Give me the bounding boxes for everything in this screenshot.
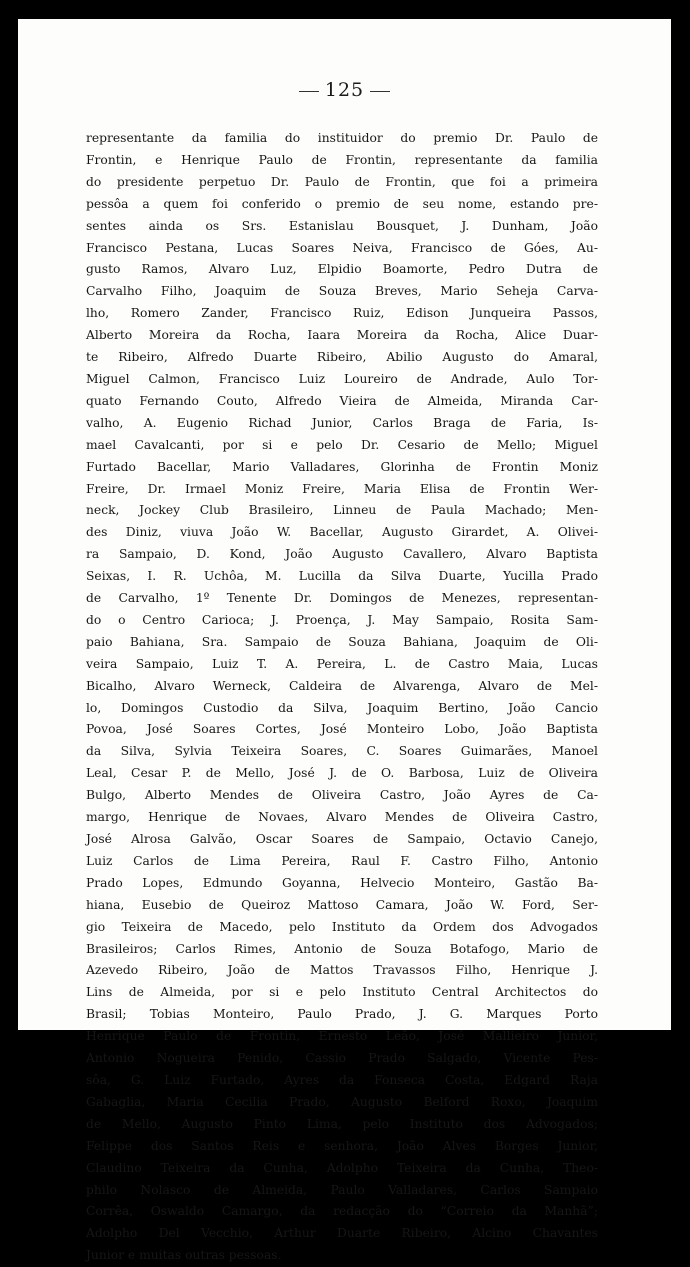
text-line: Junior e muitas outras pessoas. [86, 1248, 282, 1263]
text-line: Alberto Moreira da Rocha, Iaara Moreira da Rocha, Alice Duar- [86, 328, 598, 343]
text-line: Bicalho, Alvaro Werneck, Caldeira de Alvarenga, Alvaro de Mel- [86, 678, 598, 693]
text-line: lho, Romero Zander, Francisco Ruiz, Edison Junqueira Passos, [86, 306, 598, 321]
text-line: veira Sampaio, Luiz T. A. Pereira, L. de Castro Maia, Lucas [86, 656, 598, 671]
text-line: Brasil; Tobias Monteiro, Paulo Prado, J. G. Marques Porto [86, 1007, 598, 1022]
text-line: pessôa a quem foi conferido o premio de seu nome, estando pre- [86, 196, 598, 211]
book-page [18, 19, 671, 1263]
text-line: mael Cavalcanti, por si e pelo Dr. Cesario de Mello; Miguel [86, 437, 598, 452]
text-line: Bulgo, Alberto Mendes de Oliveira Castro, João Ayres de Ca- [86, 788, 598, 803]
text-line: paio Bahiana, Sra. Sampaio de Souza Bahiana, Joaquim de Oli- [86, 634, 598, 649]
text-line: de Mello, Augusto Pinto Lima, pelo Instituto dos Advogados; [86, 1116, 598, 1131]
text-line: Gabaglia, Maria Cecilia Prado, Augusto Belford Roxo, Joaquim [86, 1094, 598, 1109]
page-number-header [18, 79, 671, 101]
text-line: Povoa, José Soares Cortes, José Monteiro Lobo, João Baptista [86, 722, 598, 737]
text-line: quato Fernando Couto, Alfredo Vieira de Almeida, Miranda Car- [86, 393, 598, 408]
text-line: sôa, G. Luiz Furtado, Ayres da Fonseca Costa, Edgard Raja [86, 1072, 598, 1087]
text-line: Prado Lopes, Edmundo Goyanna, Helvecio Monteiro, Gastão Ba- [86, 875, 598, 890]
text-line: Miguel Calmon, Francisco Luiz Loureiro de Andrade, Aulo Tor- [86, 371, 598, 386]
text-line: Corrêa, Oswaldo Camargo, da redacção do “Correio da Manhã”; [86, 1204, 598, 1219]
text-line: Lins de Almeida, por si e pelo Instituto Central Architectos do [86, 985, 598, 1000]
text-line: sentes ainda os Srs. Estanislau Bousquet, J. Dunham, João [86, 218, 598, 233]
text-line: Claudino Teixeira da Cunha, Adolpho Teixeira da Cunha, Theo- [86, 1160, 598, 1175]
text-line: Seixas, I. R. Uchôa, M. Lucilla da Silva Duarte, Yucilla Prado [86, 569, 598, 584]
text-line: valho, A. Eugenio Richad Junior, Carlos Braga de Faria, Is- [86, 415, 598, 430]
text-line: Felippe dos Santos Reis e senhora, João Alves Borges Junior, [86, 1138, 598, 1153]
text-line: Frontin, e Henrique Paulo de Frontin, representante da familia [86, 152, 598, 167]
text-line: Adolpho Del Vecchio, Arthur Duarte Ribeiro, Alcino Chavantes [86, 1226, 598, 1241]
text-line: de Carvalho, 1º Tenente Dr. Domingos de Menezes, representan- [86, 591, 598, 606]
text-line: lo, Domingos Custodio da Silva, Joaquim Bertino, João Cancio [86, 700, 598, 715]
header-dash-right [370, 91, 390, 92]
text-line: Carvalho Filho, Joaquim de Souza Breves, Mario Seheja Carva- [86, 284, 598, 299]
text-line: representante da familia do instituidor do premio Dr. Paulo de [86, 131, 598, 145]
text-line: Luiz Carlos de Lima Pereira, Raul F. Castro Filho, Antonio [86, 853, 598, 868]
text-line: Azevedo Ribeiro, João de Mattos Travassos Filho, Henrique J. [86, 963, 598, 978]
text-line: José Alrosa Galvão, Oscar Soares de Sampaio, Octavio Canejo, [86, 832, 598, 846]
text-line: philo Nolasco de Almeida, Paulo Valladares, Carlos Sampaio [86, 1182, 598, 1197]
page-number: 125 [324, 79, 365, 101]
body-paragraph [86, 128, 598, 1267]
text-line: margo, Henrique de Novaes, Alvaro Mendes de Oliveira Castro, [86, 810, 598, 825]
text-line: te Ribeiro, Alfredo Duarte Ribeiro, Abilio Augusto do Amaral, [86, 350, 598, 365]
text-line: neck, Jockey Club Brasileiro, Linneu de Paula Machado; Men- [86, 503, 598, 518]
text-line: da Silva, Sylvia Teixeira Soares, C. Soares Guimarães, Manoel [86, 744, 598, 759]
text-line: do presidente perpetuo Dr. Paulo de Frontin, que foi a primeira [86, 174, 598, 189]
text-line: gusto Ramos, Alvaro Luz, Elpidio Boamorte, Pedro Dutra de [86, 262, 598, 277]
header-dash-left [299, 91, 319, 92]
text-line: hiana, Eusebio de Queiroz Mattoso Camara, João W. Ford, Ser- [86, 897, 598, 912]
text-line: Freire, Dr. Irmael Moniz Freire, Maria Elisa de Frontin Wer- [86, 481, 598, 496]
text-line: ra Sampaio, D. Kond, João Augusto Cavallero, Alvaro Baptista [86, 547, 598, 562]
text-line: des Diniz, viuva João W. Bacellar, Augusto Girardet, A. Olivei- [86, 525, 598, 540]
text-line: Furtado Bacellar, Mario Valladares, Glorinha de Frontin Moniz [86, 459, 598, 474]
text-line: Leal, Cesar P. de Mello, José J. de O. Barbosa, Luiz de Oliveira [86, 766, 598, 781]
text-line: do o Centro Carioca; J. Proença, J. May Sampaio, Rosita Sam- [86, 612, 598, 627]
text-line: Brasileiros; Carlos Rimes, Antonio de Souza Botafogo, Mario de [86, 941, 598, 956]
text-line: gio Teixeira de Macedo, pelo Instituto da Ordem dos Advogados [86, 919, 598, 934]
text-line: Francisco Pestana, Lucas Soares Neiva, Francisco de Góes, Au- [86, 240, 598, 255]
text-line: Henrique Paulo de Frontin, Ernesto Leão, José Mallieiro Junior, [86, 1029, 598, 1044]
text-line: Antonio Nogueira Penido, Cassio Prado Salgado, Vicente Pes- [86, 1051, 598, 1066]
